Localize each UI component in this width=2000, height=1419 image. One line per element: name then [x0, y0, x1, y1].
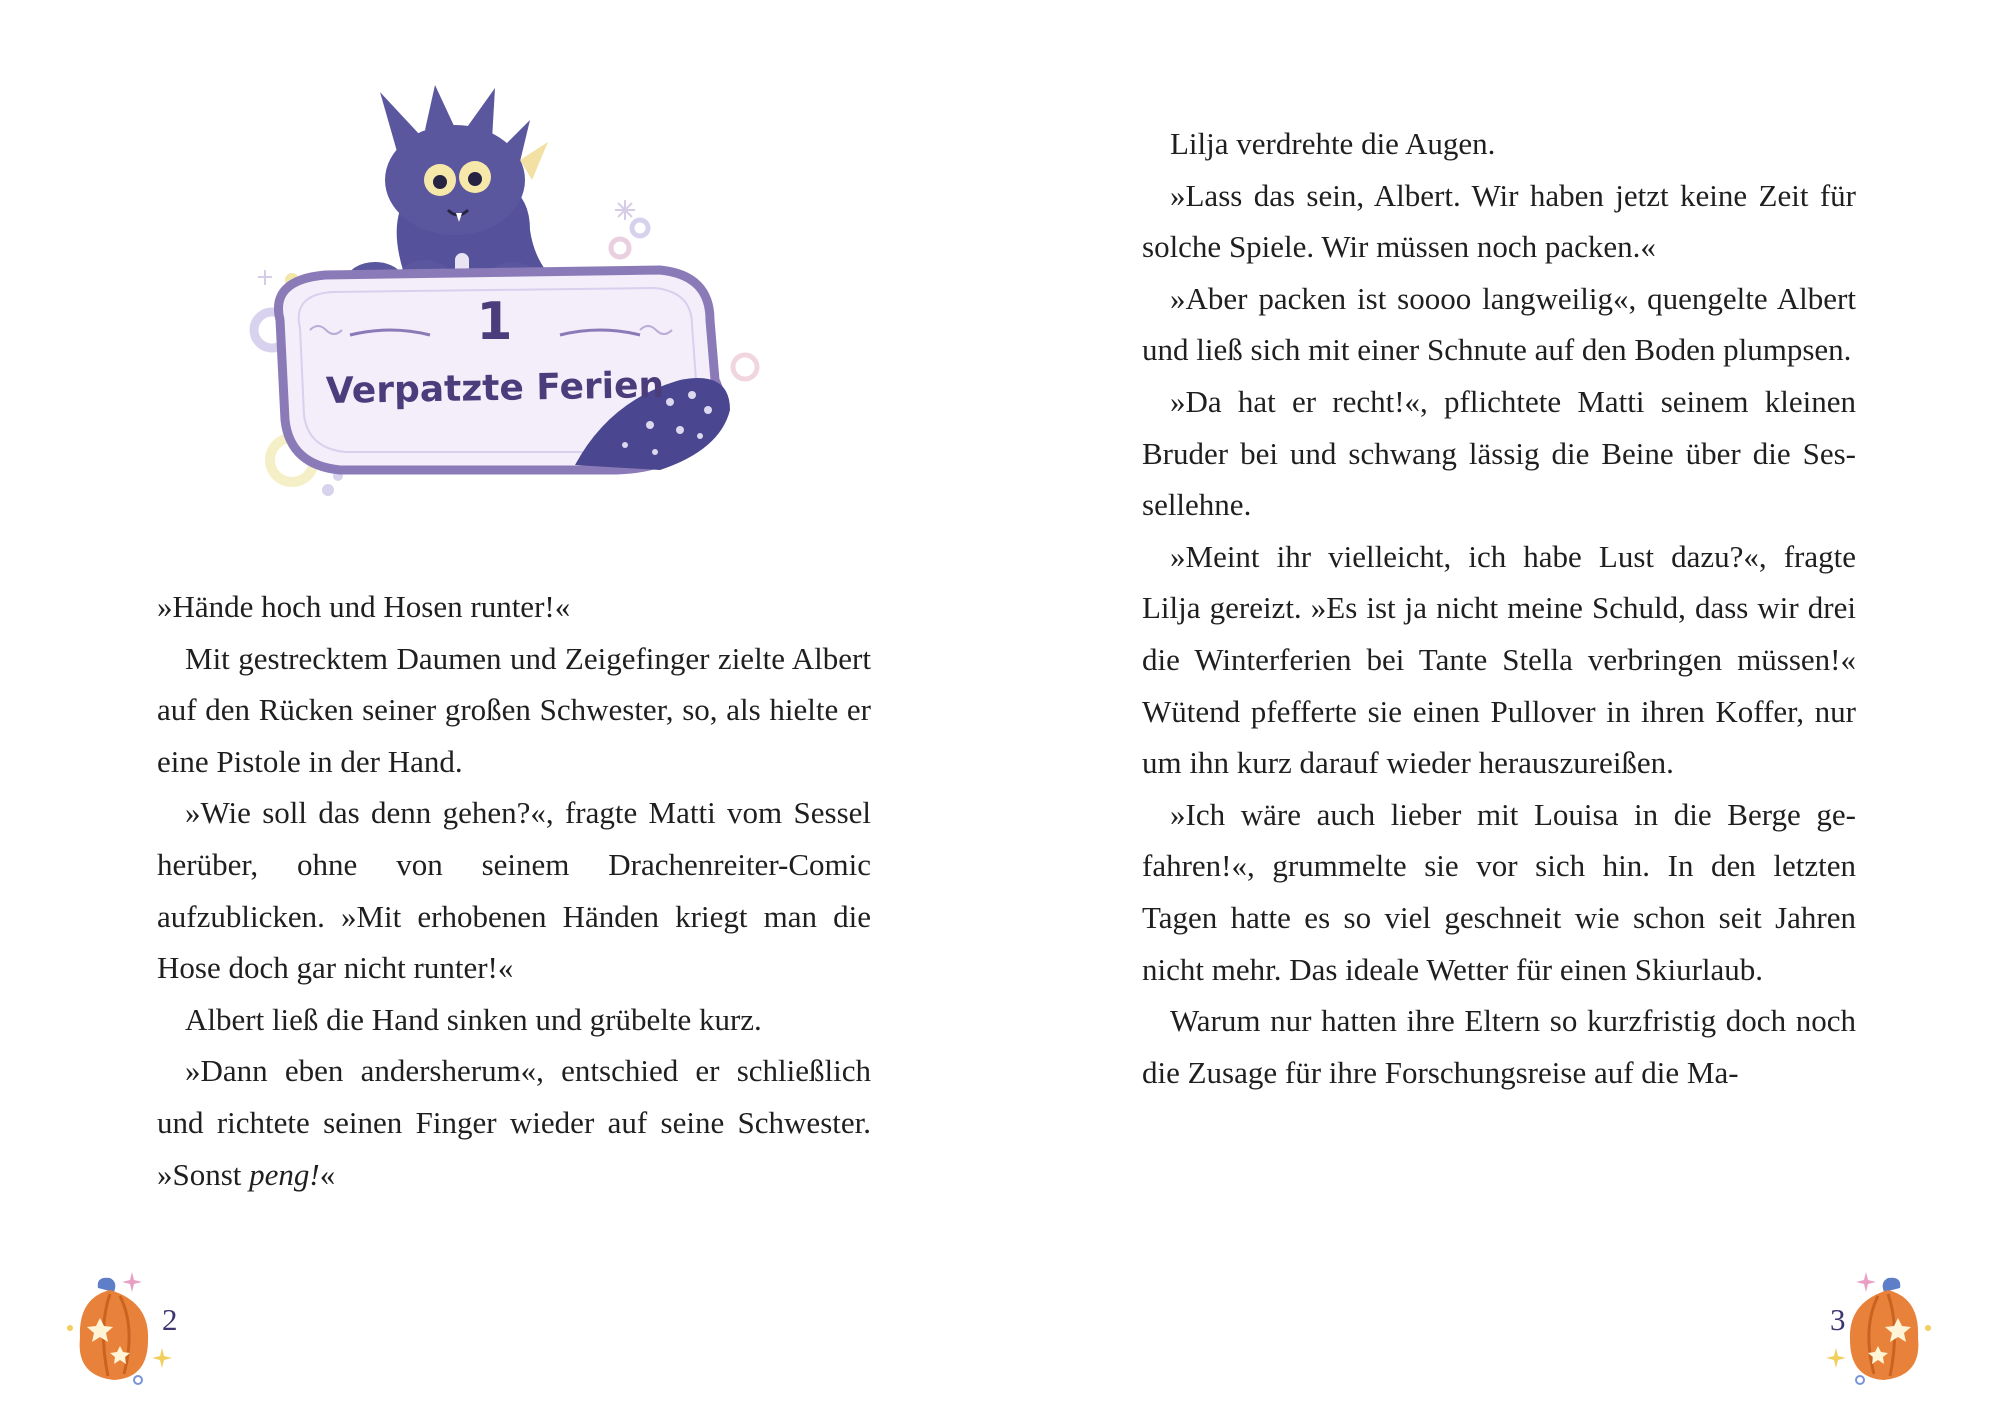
paragraph: »Ich wäre auch lieber mit Louisa in die Berge gefahren!«, grummelte sie vor sich hin. In den letzten Tagen hatte es so viel geschneit wie schon seit Jahren nicht mehr. Das ideale Wetter für einen Skiurlaub.	[1142, 796, 1856, 987]
paragraph: »Da hat er recht!«, pflichtete Matti seinem kleinen Bruder bei und schwang lässig die Beine über die Sessellehne.	[1142, 383, 1856, 523]
page-number: 2	[162, 1302, 178, 1337]
chapter-number: 1	[476, 292, 514, 352]
paragraph: Albert ließ die Hand sinken und grübelte kurz.	[185, 1001, 762, 1037]
emphasis-text: peng!	[249, 1156, 320, 1192]
paragraph: »Wie soll das denn gehen?«, fragte Matti vom Sessel herüber, ohne von seinem Drachenreiter-Comic aufzublicken. »Mit erhobenen Händen kriegt man die Hose doch gar nicht runter!«	[157, 795, 871, 986]
chapter-heading-illustration	[230, 80, 760, 520]
paragraph: »Hände hoch und Hosen runter!«	[157, 589, 571, 624]
pumpkin-icon	[1820, 1268, 1940, 1398]
pumpkin-icon	[58, 1268, 178, 1398]
paragraph-text: »Dann eben andersherum«, entschied er schließlich und richtete seinen Finger wieder auf seine Schwester. »Sonst	[157, 1053, 871, 1192]
paragraph: »Aber packen ist soooo langweilig«, quengelte Albert und ließ sich mit einer Schnute auf den Boden plumpsen.	[1142, 280, 1856, 368]
paragraph: »Meint ihr vielleicht, ich habe Lust dazu?«, fragte Lilja gereizt. »Es ist ja nicht meine Schuld, dass wir drei die Winterferien bei Tante Stella verbringen müssen!« Wütend pfefferte sie einen Pullover in ihren Koffer, nur um ihn kurz darauf wieder herauszureißen.	[1142, 538, 1856, 781]
chapter-title: Verpatzte Ferien	[325, 365, 665, 412]
right-page	[1000, 0, 2000, 1419]
paragraph: »Lass das sein, Albert. Wir haben jetzt keine Zeit für solche Spiele. Wir müssen noch packen.«	[1142, 177, 1856, 265]
page-number: 3	[1830, 1302, 1846, 1337]
paragraph	[157, 1045, 871, 1200]
right-page-body	[1142, 118, 1856, 1098]
paragraph: Warum nur hatten ihre Eltern so kurzfristig doch noch die Zusage für ihre Forschungsreise auf die Ma-	[1142, 1003, 1856, 1090]
paragraph: Mit gestrecktem Daumen und Zeigefinger zielte Albert auf den Rücken seiner großen Schwester, so, als hielte er eine Pistole in der Hand.	[157, 640, 871, 779]
closing-quote: «	[319, 1156, 336, 1192]
left-page-body	[157, 581, 871, 1200]
paragraph: Lilja verdrehte die Augen.	[1170, 126, 1496, 161]
